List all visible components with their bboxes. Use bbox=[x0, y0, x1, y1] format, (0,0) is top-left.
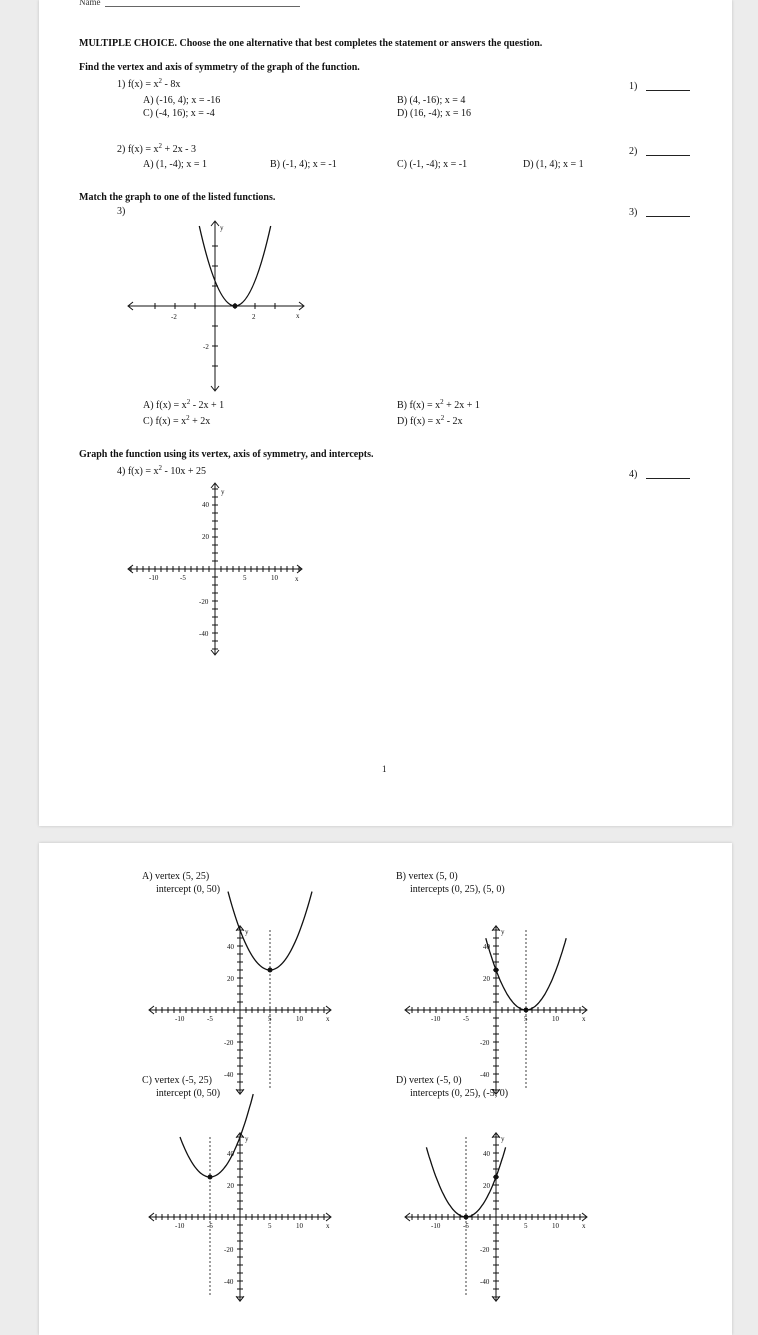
name-label: Name bbox=[79, 0, 101, 7]
y-label: y bbox=[501, 927, 505, 936]
tick-10: 10 bbox=[552, 1222, 559, 1230]
tick-neg5: -5 bbox=[463, 1015, 469, 1023]
tick-10: 10 bbox=[296, 1015, 303, 1023]
tick-5: 5 bbox=[524, 1222, 528, 1230]
instructions: MULTIPLE CHOICE. Choose the one alternative that best completes the statement or answers the question. bbox=[79, 38, 543, 49]
tick-neg20: -20 bbox=[224, 1246, 234, 1254]
tick-20: 20 bbox=[227, 1182, 234, 1190]
tick-neg20: -20 bbox=[480, 1246, 490, 1254]
q2-option-d[interactable]: D) (1, 4); x = 1 bbox=[523, 159, 584, 170]
q4-option-a-line2[interactable]: intercept (0, 50) bbox=[156, 884, 221, 895]
page-number: 1 bbox=[382, 764, 387, 774]
q4-option-b-line2[interactable]: intercepts (0, 25), (5, 0) bbox=[410, 884, 505, 895]
tick-10: 10 bbox=[296, 1222, 303, 1230]
tick-20: 20 bbox=[483, 1182, 490, 1190]
q3-number: 3) bbox=[117, 206, 126, 217]
q2-option-b[interactable]: B) (-1, 4); x = -1 bbox=[270, 159, 337, 170]
tick-neg5: -5 bbox=[463, 1222, 469, 1230]
q1-option-d[interactable]: D) (16, -4); x = 16 bbox=[397, 108, 471, 119]
q4-y-label: y bbox=[221, 488, 225, 496]
tick-20: 20 bbox=[483, 975, 490, 983]
q4-option-c-graph bbox=[149, 1094, 331, 1301]
q2-stem: 2) $f(x) = x^2 + 2x - 3$ bbox=[117, 142, 196, 155]
tick-neg5: -5 bbox=[207, 1015, 213, 1023]
q4-option-a-line1[interactable]: A) vertex (5, 25) bbox=[142, 871, 210, 882]
q3-tick-neg2y: -2 bbox=[203, 343, 209, 351]
q4-option-c-line2[interactable]: intercept (0, 50) bbox=[156, 1088, 221, 1099]
tick-neg40: -40 bbox=[224, 1278, 234, 1286]
y-label: y bbox=[501, 1134, 505, 1143]
q1-option-b[interactable]: B) (4, -16); x = 4 bbox=[397, 95, 466, 106]
worksheet-page-1 bbox=[39, 0, 732, 826]
y-label: y bbox=[245, 1134, 249, 1143]
tick-neg20: -20 bbox=[224, 1039, 234, 1047]
tick-neg20: -20 bbox=[480, 1039, 490, 1047]
q4-tick-40: 40 bbox=[202, 501, 209, 509]
plotted-point bbox=[494, 968, 499, 973]
x-label: x bbox=[582, 1015, 586, 1023]
q1-stem: 1) $f(x) = x^2 - 8x$ bbox=[117, 77, 181, 90]
tick-neg40: -40 bbox=[480, 1071, 490, 1079]
plotted-point bbox=[464, 1215, 469, 1220]
worksheet-page-2 bbox=[39, 843, 732, 1335]
q3-option-c[interactable]: C) $f(x) = x^2 + 2x$ bbox=[143, 414, 211, 427]
q4-tick-neg5: -5 bbox=[180, 574, 186, 582]
q4-option-a-graph bbox=[149, 892, 331, 1095]
q4-tick-neg10: -10 bbox=[149, 574, 159, 582]
q4-option-d-line2[interactable]: intercepts (0, 25), (-5, 0) bbox=[410, 1088, 509, 1099]
tick-20: 20 bbox=[227, 975, 234, 983]
tick-neg40: -40 bbox=[480, 1278, 490, 1286]
q4-tick-10: 10 bbox=[271, 574, 278, 582]
q2-option-c[interactable]: C) (-1, -4); x = -1 bbox=[397, 159, 468, 170]
tick-neg5: -5 bbox=[207, 1222, 213, 1230]
tick-40: 40 bbox=[227, 943, 234, 951]
q3-option-a[interactable]: A) $f(x) = x^2 - 2x + 1$ bbox=[143, 398, 225, 411]
plotted-point bbox=[208, 1175, 213, 1180]
q2-answer-label: 2) bbox=[629, 146, 638, 157]
tick-10: 10 bbox=[552, 1015, 559, 1023]
tick-5: 5 bbox=[524, 1015, 528, 1023]
q4-blank-graph bbox=[39, 0, 732, 826]
q3-tick-2: 2 bbox=[252, 313, 256, 321]
tick-5: 5 bbox=[268, 1222, 272, 1230]
q3-y-label: y bbox=[220, 224, 224, 232]
q4-tick-neg40: -40 bbox=[199, 630, 209, 638]
tick-40: 40 bbox=[483, 943, 490, 951]
x-label: x bbox=[326, 1015, 330, 1023]
q4-option-d-graph bbox=[405, 1133, 587, 1301]
tick-neg10: -10 bbox=[175, 1222, 185, 1230]
tick-5: 5 bbox=[268, 1015, 272, 1023]
q3-answer-label: 3) bbox=[629, 207, 638, 218]
q4-tick-20: 20 bbox=[202, 533, 209, 541]
section2-heading: Match the graph to one of the listed functions. bbox=[79, 192, 276, 203]
y-label: y bbox=[245, 927, 249, 936]
q4-option-graphs bbox=[39, 843, 732, 1335]
q2-option-a[interactable]: A) (1, -4); x = 1 bbox=[143, 159, 207, 170]
q4-option-c-line1[interactable]: C) vertex (-5, 25) bbox=[142, 1075, 212, 1086]
q4-option-b-graph bbox=[405, 926, 587, 1094]
q4-tick-neg20: -20 bbox=[199, 598, 209, 606]
q3-option-b[interactable]: B) $f(x) = x^2 + 2x + 1$ bbox=[397, 398, 480, 411]
tick-40: 40 bbox=[483, 1150, 490, 1158]
plotted-point bbox=[494, 1175, 499, 1180]
x-label: x bbox=[326, 1222, 330, 1230]
q4-option-d-line1[interactable]: D) vertex (-5, 0) bbox=[396, 1075, 462, 1086]
q1-answer-label: 1) bbox=[629, 81, 638, 92]
q3-x-label: x bbox=[296, 312, 300, 320]
q4-x-label: x bbox=[295, 575, 299, 583]
q4-stem: 4) $f(x) = x^2 - 10x + 25$ bbox=[117, 464, 206, 477]
q3-option-d[interactable]: D) $f(x) = x^2 - 2x$ bbox=[397, 414, 463, 427]
q4-option-b-line1[interactable]: B) vertex (5, 0) bbox=[396, 871, 458, 882]
plotted-point bbox=[524, 1008, 529, 1013]
q4-tick-5: 5 bbox=[243, 574, 247, 582]
tick-40: 40 bbox=[227, 1150, 234, 1158]
tick-neg40: -40 bbox=[224, 1071, 234, 1079]
q1-option-a[interactable]: A) (-16, 4); x = -16 bbox=[143, 95, 221, 106]
tick-neg10: -10 bbox=[175, 1015, 185, 1023]
tick-neg10: -10 bbox=[431, 1015, 441, 1023]
x-label: x bbox=[582, 1222, 586, 1230]
q3-tick-neg2: -2 bbox=[171, 313, 177, 321]
section3-heading: Graph the function using its vertex, axis of symmetry, and intercepts. bbox=[79, 449, 374, 460]
q1-option-c[interactable]: C) (-4, 16); x = -4 bbox=[143, 108, 215, 119]
tick-neg10: -10 bbox=[431, 1222, 441, 1230]
q4-answer-label: 4) bbox=[629, 469, 638, 480]
section1-heading: Find the vertex and axis of symmetry of the graph of the function. bbox=[79, 62, 360, 73]
plotted-point bbox=[268, 968, 273, 973]
